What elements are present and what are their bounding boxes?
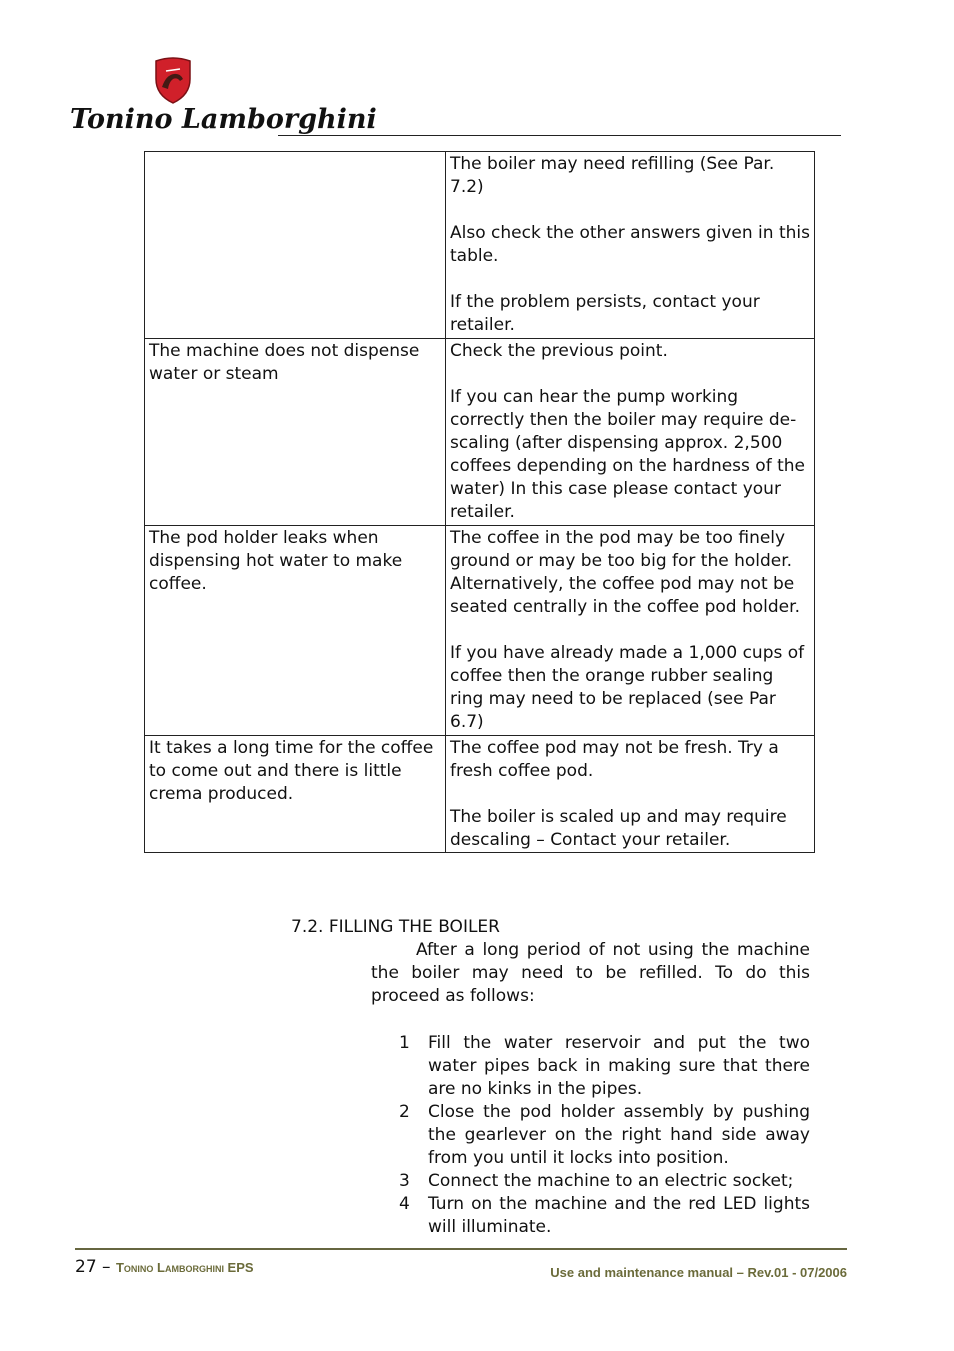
section-heading: 7.2. FILLING THE BOILER [291,917,500,937]
footer-brand: Tonino Lamborghini EPS [115,1260,254,1275]
list-item [371,1032,810,1101]
table-row [145,152,815,339]
solution-cell [446,526,815,736]
brand-wordmark: Tonino Lamborghini [70,104,377,135]
step-text: Turn on the machine and the red LED lights will illuminate. [428,1194,810,1237]
list-item [371,1170,810,1193]
list-item [371,1101,810,1170]
solution-cell [446,152,815,339]
step-text: Fill the water reservoir and put the two water pipes back in making sure that there are no kinks in the pipes. [428,1033,810,1099]
page-number: 27 – [75,1257,116,1277]
footer-page-info [75,1256,254,1279]
footer-manual-info: Use and maintenance manual – Rev.01 - 07/2006 [550,1265,847,1280]
solution-cell [446,339,815,526]
problem-cell [145,152,446,339]
solution-text: Check the previous point. [450,341,668,361]
steps-list [371,1032,810,1239]
solution-text: The boiler may need refilling (See Par. 7.2) [450,154,775,197]
solution-text: If you can hear the pump working correctly then the boiler may require de-scaling (after dispensing approx. 2,500 coffees depending on the hardness of the water) In this case please contact your retailer. [450,387,805,522]
step-number: 3 [399,1171,410,1191]
solution-text: If you have already made a 1,000 cups of coffee then the orange rubber sealing ring may need to be replaced (see Par 6.7) [450,643,805,732]
table-row [145,339,815,526]
solution-text: If the problem persists, contact your retailer. [450,292,760,335]
table-row [145,736,815,853]
problem-cell: The pod holder leaks when dispensing hot water to make coffee. [145,526,446,736]
step-number: 4 [399,1194,410,1214]
problem-cell: The machine does not dispense water or steam [145,339,446,526]
step-number: 2 [399,1102,410,1122]
step-number: 1 [399,1033,410,1053]
solution-cell [446,736,815,853]
header-divider [278,135,841,136]
solution-text: The coffee in the pod may be too finely ground or may be too big for the holder. Alternatively, the coffee pod may not be seated centrally in the coffee pod holder. [450,528,800,617]
solution-text: The boiler is scaled up and may require descaling – Contact your retailer. [450,807,787,850]
footer-divider [75,1248,847,1250]
solution-text: The coffee pod may not be fresh. Try a fresh coffee pod. [450,738,779,781]
step-text: Connect the machine to an electric socket; [428,1171,794,1191]
problem-cell: It takes a long time for the coffee to come out and there is little crema produced. [145,736,446,853]
section-intro: After a long period of not using the machine the boiler may need to be refilled. To do this proceed as follows: [371,940,810,1006]
list-item [371,1193,810,1239]
table-row [145,526,815,736]
troubleshooting-table [144,151,815,853]
solution-text: Also check the other answers given in this table. [450,223,810,266]
step-text: Close the pod holder assembly by pushing the gearlever on the right hand side away from you until it locks into position. [428,1102,810,1168]
brand-shield-logo [152,57,194,105]
